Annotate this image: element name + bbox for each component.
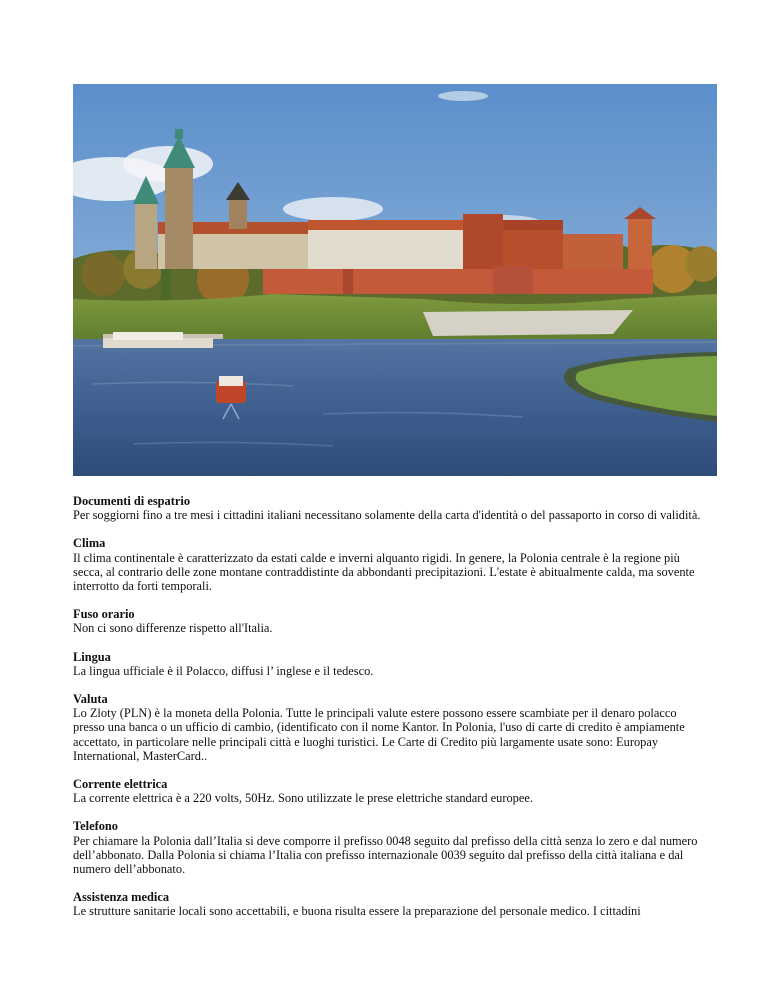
section-heading: Assistenza medica <box>73 890 170 905</box>
section-heading: Fuso orario <box>73 607 135 622</box>
section-fuso-orario <box>73 607 701 635</box>
section-documenti <box>73 494 701 522</box>
section-heading: Clima <box>73 536 106 551</box>
section-body: Le strutture sanitarie locali sono accettabili, e buona risulta essere la preparazione del personale medico. I cittadini <box>73 904 641 919</box>
section-heading: Telefono <box>73 819 118 834</box>
section-body: Lo Zloty (PLN) è la moneta della Polonia. Tutte le principali valute estere possono essere scambiate per il denaro polacco presso una banca o un ufficio di cambio, (identificato con il nome Kantor. In Polonia, l'uso di carte di credito è ampiamente accettato, in particolare nelle principali città e luoghi turistici. Le Carte di Credito più largamente usate sono: Europay International, MasterCard.. <box>73 706 685 763</box>
section-heading: Lingua <box>73 649 111 664</box>
section-body: Per chiamare la Polonia dall’Italia si deve comporre il prefisso 0048 seguito dal prefisso della città senza lo zero e dal numero dell’abbonato. Dalla Polonia si chiama l’Italia con prefisso internazionale 0039 seguito dal prefisso della città italiana e dal numero dell’abbonato. <box>73 833 698 877</box>
section-heading: Corrente elettrica <box>73 777 168 792</box>
section-heading: Valuta <box>73 692 108 707</box>
section-lingua <box>73 650 701 678</box>
photo-illustration <box>73 84 717 476</box>
section-body: Per soggiorni fino a tre mesi i cittadini italiani necessitano solamente della carta d'identità o del passaporto in corso di validità. <box>73 508 701 523</box>
section-heading: Documenti di espatrio <box>73 494 191 508</box>
section-body: Il clima continentale è caratterizzato da estati calde e inverni alquanto rigidi. In genere, la Polonia centrale è la regione più secca, al contrario delle zone montane contraddistinte da abbondanti precipitazioni. L'estate è abitualmente calda, ma sovente interrotto da forti temporali. <box>73 550 695 594</box>
section-body: La corrente elettrica è a 220 volts, 50Hz. Sono utilizzate le prese elettriche standard europee. <box>73 791 533 806</box>
section-valuta <box>73 692 701 763</box>
castle-river-photo <box>73 84 717 476</box>
section-body: La lingua ufficiale è il Polacco, diffusi l’ inglese e il tedesco. <box>73 663 374 678</box>
section-clima <box>73 536 701 593</box>
section-telefono <box>73 819 701 876</box>
section-corrente-elettrica <box>73 777 701 805</box>
travel-info-list <box>73 494 701 933</box>
section-assistenza-medica <box>73 890 701 918</box>
section-body: Non ci sono differenze rispetto all'Italia. <box>73 621 273 636</box>
